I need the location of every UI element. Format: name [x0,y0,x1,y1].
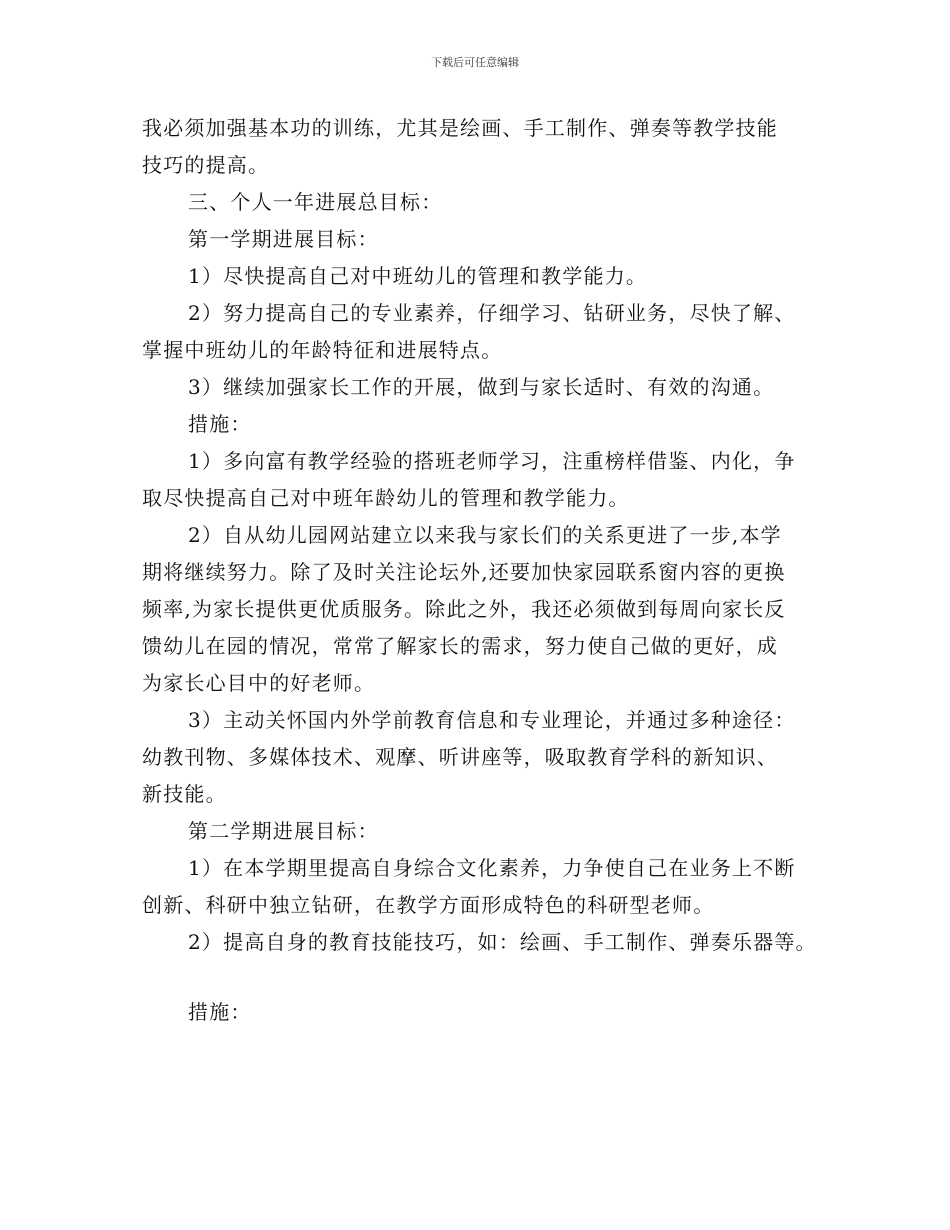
page-header: 下载后可任意编辑 [431,56,519,69]
text-line: 掌握中班幼儿的年龄特征和进展特点。 [142,338,503,362]
text-line: 2）自从幼儿园网站建立以来我与家长们的关系更进了一步,本学 [188,523,782,547]
text-line: 幼教刊物、多媒体技术、观摩、听讲座等，吸取教育学科的新知识、 [142,745,778,769]
text-line: 1）在本学期里提高自身综合文化素养，力争使自己在业务上不断 [188,856,796,880]
subheading: 第一学期进展目标： [188,227,379,251]
text-line: 频率,为家长提供更优质服务。除此之外，我还必须做到每周向家长反 [142,597,786,621]
text-line: 期将继续努力。除了及时关注论坛外,还要加快家园联系窗内容的更换 [142,560,786,584]
text-line: 3）主动关怀国内外学前教育信息和专业理论，并通过多种途径： [188,708,796,732]
section-heading: 三、个人一年进展总目标： [188,190,443,214]
subheading: 第二学期进展目标： [188,819,379,843]
text-line: 为家长心目中的好老师。 [142,671,376,695]
text-line: 我必须加强基本功的训练，尤其是绘画、手工制作、弹奏等教学技能 [142,116,778,140]
text-line: 2）提高自身的教育技能技巧，如：绘画、手工制作、弹奏乐器等。 [188,930,817,954]
text-line: 创新、科研中独立钻研，在教学方面形成特色的科研型老师。 [142,893,715,917]
text-line: 技巧的提高。 [142,153,270,177]
subheading: 措施： [188,412,252,436]
text-line: 取尽快提高自己对中班年龄幼儿的管理和教学能力。 [142,486,630,510]
text-line: 3）继续加强家长工作的开展，做到与家长适时、有效的沟通。 [188,375,775,399]
text-line: 馈幼儿在园的情况，常常了解家长的需求，努力使自己做的更好，成 [142,634,778,658]
text-line: 1）多向富有教学经验的搭班老师学习，注重榜样借鉴、内化，争 [188,449,796,473]
text-line: 2）努力提高自己的专业素养，仔细学习、钻研业务，尽快了解、 [188,301,796,325]
text-line: 1）尽快提高自己对中班幼儿的管理和教学能力。 [188,264,648,288]
subheading: 措施： [188,1000,252,1024]
text-line: 新技能。 [142,782,227,806]
